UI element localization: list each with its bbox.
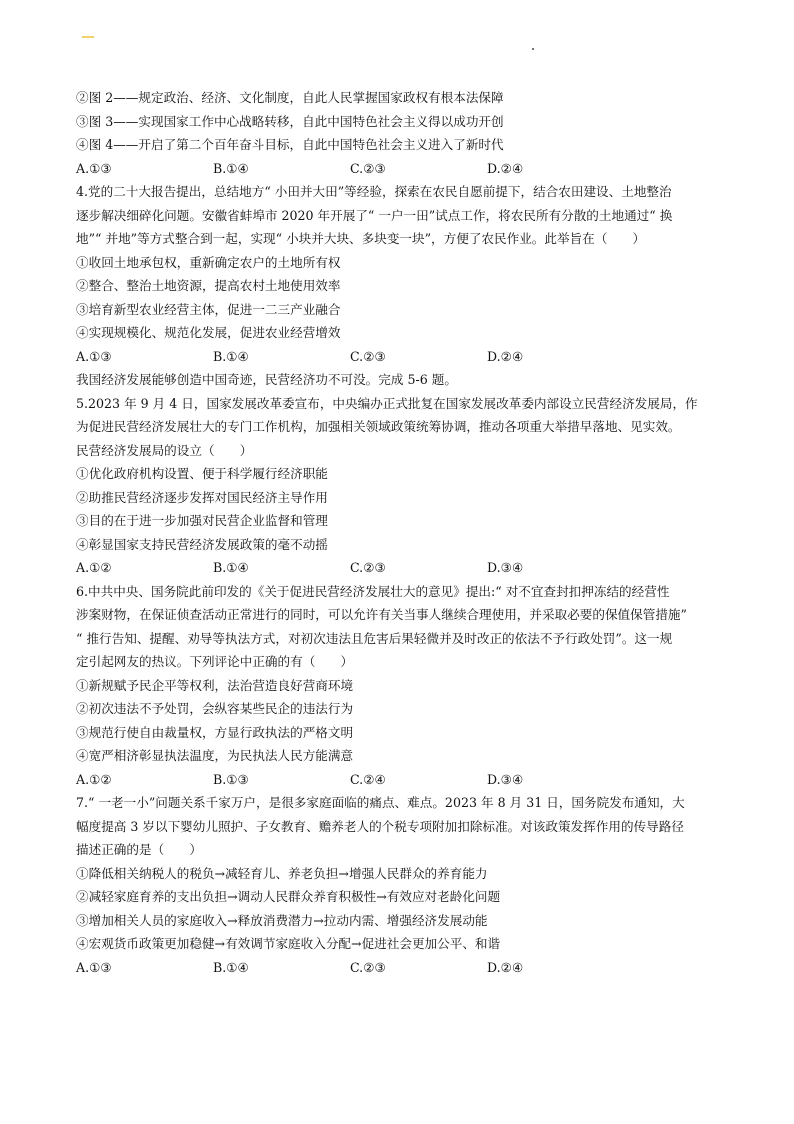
q4-options <box>76 345 736 369</box>
q3-statement-3: ③图 3——实现国家工作中心战略转移，自此中国特色社会主义得以成功开创 <box>76 113 504 129</box>
q3-option-d[interactable]: D.②④ <box>487 160 524 176</box>
q6-option-c[interactable]: C.②④ <box>350 771 386 787</box>
q7-stem-line-2: 幅度提高 3 岁以下婴幼儿照护、子女教育、赡养老人的个税专项附加扣除标准。对该政策发挥作用的传导路径 <box>76 818 684 834</box>
q5-option-b[interactable]: B.①④ <box>213 560 249 575</box>
q3-option-b[interactable]: B.①④ <box>213 160 249 176</box>
q7-option-c[interactable]: C.②③ <box>350 959 386 975</box>
q6-statement-3: ③规范行使自由裁量权，方显行政执法的严格文明 <box>76 724 354 740</box>
q6-statement-4: ④宽严相济彰显执法温度，为民执法人民方能满意 <box>76 748 354 763</box>
q7-stem-line-3: 描述正确的是（ ） <box>76 842 202 857</box>
q4-stem-line-3: 地”“ 并地”等方式整合到一起，实现“ 小块并大块、多块变一块”，方便了农民作业。此举旨在（ ） <box>76 231 646 246</box>
q7-option-a[interactable]: A.①③ <box>76 959 112 975</box>
q4-statement-4: ④实现规模化、规范化发展，促进农业经营增效 <box>76 325 341 340</box>
q6-option-d[interactable]: D.③④ <box>487 771 524 787</box>
q3-statement-2: ②图 2——规定政治、经济、文化制度，自此人民掌握国家政权有根本法保障 <box>76 90 504 105</box>
q4-stem-line-2: 逐步解决细碎化问题。安徽省蚌埠市 2020 年开展了“ 一户一田”试点工作，将农民所有分散的土地通过“ 换 <box>76 207 673 223</box>
q5-statement-4: ④彰显国家支持民营经济发展政策的毫不动摇 <box>76 536 328 552</box>
q4-option-c[interactable]: C.②③ <box>350 348 386 364</box>
q6-stem-line-2: 涉案财物，在保证侦查活动正常进行的同时，可以允许有关当事人继续合理使用，并采取必要的保值保管措施” <box>76 607 687 622</box>
q6-stem-line-4: 定引起网友的热议。下列评论中正确的有（ ） <box>76 654 354 669</box>
q4-option-d[interactable]: D.②④ <box>487 348 524 364</box>
q5-stem-line-3: 民营经济发展局的设立（ ） <box>76 442 253 458</box>
q6-statement-2: ②初次违法不予处罚，会纵容某些民企的违法行为 <box>76 701 354 716</box>
q6-options <box>76 768 736 792</box>
q4-stem-line-1: 4.党的二十大报告提出，总结地方“ 小田并大田”等经验，探索在农民自愿前提下，结合农田建设、土地整治 <box>76 184 672 199</box>
q6-option-a[interactable]: A.①② <box>76 771 112 787</box>
q4-option-b[interactable]: B.①④ <box>213 348 249 364</box>
q7-statement-1: ①降低相关纳税人的税负→减轻育儿、养老负担→增强人民群众的养育能力 <box>76 865 488 881</box>
q3-statement-4: ④图 4——开启了第二个百年奋斗目标，自此中国特色社会主义进入了新时代 <box>76 137 504 152</box>
q7-option-b[interactable]: B.①④ <box>213 959 249 975</box>
q3-option-c[interactable]: C.②③ <box>350 160 386 176</box>
q6-stem-line-1: 6.中共中央、国务院此前印发的《关于促进民营经济发展壮大的意见》提出:“ 对不宜查封扣押冻结的经营性 <box>76 583 670 599</box>
q5-option-a[interactable]: A.①② <box>76 560 112 575</box>
q4-option-a[interactable]: A.①③ <box>76 348 112 364</box>
q7-options <box>76 956 736 980</box>
scan-mark-top-left <box>82 36 94 38</box>
q5-options <box>76 556 736 580</box>
q6-stem-line-3: “ 推行告知、提醒、劝导等执法方式，对初次违法且危害后果轻微并及时改正的依法不予行政处罚”。这一规 <box>76 630 673 646</box>
q4-statement-1: ①收回土地承包权，重新确定农户的土地所有权 <box>76 254 341 270</box>
q7-statement-3: ③增加相关人员的家庭收入→释放消费潜力→拉动内需、增强经济发展动能 <box>76 912 488 928</box>
q7-option-d[interactable]: D.②④ <box>487 959 524 975</box>
q7-statement-4: ④宏观货币政策更加稳健→有效调节家庭收入分配→促进社会更加公平、和谐 <box>76 936 501 951</box>
q4-statement-2: ②整合、整治土地资源，提高农村土地使用效率 <box>76 278 341 293</box>
q7-stem-line-1: 7.“ 一老一小”问题关系千家万户，是很多家庭面临的痛点、难点。2023 年 8 月 31 日，国务院发布通知，大 <box>76 795 685 810</box>
q5-stem-line-1: 5.2023 年 9 月 4 日，国家发展改革委宣布，中央编办正式批复在国家发展改革委内部设立民营经济发展局，作 <box>76 395 698 411</box>
q7-statement-2: ②减轻家庭育养的支出负担→调动人民群众养育积极性→有效应对老龄化问题 <box>76 889 501 904</box>
q5-option-c[interactable]: C.②③ <box>350 560 386 575</box>
q5-statement-2: ②助推民营经济逐步发挥对国民经济主导作用 <box>76 489 328 505</box>
exam-content <box>76 86 736 979</box>
q5-stem-line-2: 为促进民营经济发展壮大的专门工作机构，加强相关领域政策统筹协调，推动各项重大举措早落地、见实效。 <box>76 419 681 434</box>
q6-statement-1: ①新规赋予民企平等权利，法治营造良好营商环境 <box>76 677 354 693</box>
q4-statement-3: ③培育新型农业经营主体，促进一二三产业融合 <box>76 301 341 317</box>
q5-statement-3: ③目的在于进一步加强对民营企业监督和管理 <box>76 513 328 528</box>
q5-option-d[interactable]: D.③④ <box>487 560 524 575</box>
q6-option-b[interactable]: B.①③ <box>213 771 249 787</box>
group-intro: 我国经济发展能够创造中国奇迹，民营经济功不可没。完成 5-6 题。 <box>76 372 457 387</box>
scan-mark-top-right <box>532 48 534 50</box>
q3-options <box>76 157 736 181</box>
q3-option-a[interactable]: A.①③ <box>76 160 112 176</box>
q5-statement-1: ①优化政府机构设置、便于科学履行经济职能 <box>76 466 328 481</box>
